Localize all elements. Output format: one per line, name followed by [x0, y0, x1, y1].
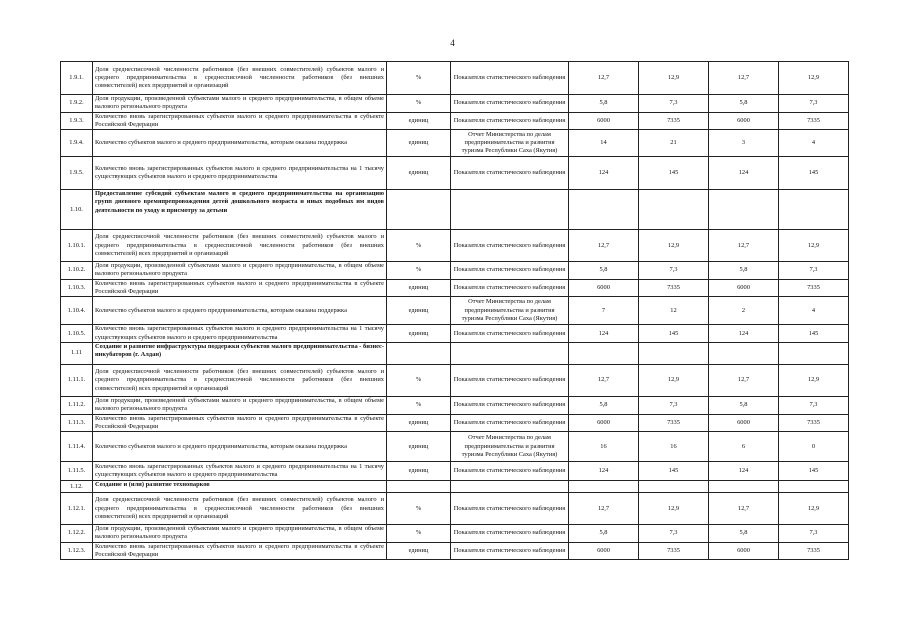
- empty-cell: [779, 342, 849, 364]
- value-cell: 4: [779, 297, 849, 325]
- unit-cell: единиц: [387, 157, 451, 190]
- value-cell: 16: [569, 432, 639, 462]
- row-number: 1.12.3.: [61, 542, 93, 560]
- source-cell: Показатели статистического наблюдения: [451, 62, 569, 95]
- unit-cell: единиц: [387, 130, 451, 157]
- value-cell: 5,8: [709, 95, 779, 113]
- value-cell: 12,9: [639, 364, 709, 396]
- empty-cell: [569, 190, 639, 230]
- value-cell: 3: [709, 130, 779, 157]
- value-cell: 7,3: [779, 262, 849, 280]
- value-cell: 12,7: [569, 230, 639, 262]
- value-cell: 12,7: [709, 493, 779, 525]
- value-cell: 124: [709, 325, 779, 343]
- value-cell: 124: [569, 462, 639, 481]
- indicator-name: Количество вновь зарегистрированных субъектов малого и среднего предпринимательства в субъекте Российской Федерации: [93, 542, 387, 560]
- value-cell: 145: [639, 462, 709, 481]
- empty-cell: [387, 481, 451, 493]
- value-cell: 7335: [779, 279, 849, 297]
- value-cell: 0: [779, 432, 849, 462]
- value-cell: 12,9: [779, 493, 849, 525]
- value-cell: 6000: [709, 542, 779, 560]
- value-cell: 124: [709, 462, 779, 481]
- value-cell: 7,3: [779, 525, 849, 543]
- empty-cell: [639, 342, 709, 364]
- indicator-name: Доля продукции, произведенной субъектами малого и среднего предпринимательства, в общем объеме валового регионального продукта: [93, 525, 387, 543]
- unit-cell: %: [387, 364, 451, 396]
- indicator-name: Количество вновь зарегистрированных субъектов малого и среднего предпринимательства на 1 тысячу существующих субъектов малого и среднего предпринимательства: [93, 157, 387, 190]
- row-number: 1.10.: [61, 190, 93, 230]
- unit-cell: единиц: [387, 414, 451, 432]
- row-number: 1.11: [61, 342, 93, 364]
- table-row: [61, 95, 849, 113]
- value-cell: 6000: [569, 542, 639, 560]
- value-cell: 12,9: [779, 230, 849, 262]
- empty-cell: [709, 481, 779, 493]
- value-cell: 145: [639, 157, 709, 190]
- row-number: 1.9.3.: [61, 112, 93, 130]
- row-number: 1.10.4.: [61, 297, 93, 325]
- unit-cell: %: [387, 493, 451, 525]
- section-title: Предоставление субсидий субъектам малого и среднего предпринимательства на организацию групп дневного времяпрепровождения детей дошкольного возраста и иных подобных им видов деятельности по уходу и присмотру за детьми: [93, 190, 387, 230]
- indicator-name: Количество вновь зарегистрированных субъектов малого и среднего предпринимательства в субъекте Российской Федерации: [93, 112, 387, 130]
- source-cell: Показатели статистического наблюдения: [451, 230, 569, 262]
- value-cell: 7335: [639, 414, 709, 432]
- source-cell: Отчет Министерства по делам предпринимательства и развития туризма Республики Саха (Якутия): [451, 432, 569, 462]
- source-cell: Отчет Министерства по делам предпринимательства и развития туризма Республики Саха (Якутия): [451, 297, 569, 325]
- empty-cell: [779, 190, 849, 230]
- value-cell: 7,3: [779, 396, 849, 414]
- value-cell: 7335: [639, 542, 709, 560]
- empty-cell: [451, 190, 569, 230]
- unit-cell: единиц: [387, 325, 451, 343]
- table-row: [61, 432, 849, 462]
- value-cell: 145: [779, 462, 849, 481]
- value-cell: 12,9: [639, 230, 709, 262]
- value-cell: 7: [569, 297, 639, 325]
- indicator-name: Количество вновь зарегистрированных субъектов малого и среднего предпринимательства на 1 тысячу существующих субъектов малого и среднего предпринимательства: [93, 325, 387, 343]
- unit-cell: единиц: [387, 432, 451, 462]
- unit-cell: единиц: [387, 112, 451, 130]
- table-row: [61, 112, 849, 130]
- row-number: 1.9.4.: [61, 130, 93, 157]
- unit-cell: единиц: [387, 462, 451, 481]
- source-cell: Показатели статистического наблюдения: [451, 462, 569, 481]
- value-cell: 124: [569, 157, 639, 190]
- indicator-name: Доля среднесписочной численности работников (без внешних совместителей) субъектов малого и среднего предпринимательства в среднесписочной численности работников (без внешних совместителей) всех предприятий и организаций: [93, 364, 387, 396]
- source-cell: Показатели статистического наблюдения: [451, 525, 569, 543]
- value-cell: 12,9: [779, 62, 849, 95]
- row-number: 1.10.3.: [61, 279, 93, 297]
- row-number: 1.10.2.: [61, 262, 93, 280]
- value-cell: 12,7: [709, 364, 779, 396]
- row-number: 1.10.5.: [61, 325, 93, 343]
- indicator-name: Доля среднесписочной численности работников (без внешних совместителей) субъектов малого и среднего предпринимательства в среднесписочной численности работников (без внешних совместителей) всех предприятий и организаций: [93, 230, 387, 262]
- row-number: 1.11.5.: [61, 462, 93, 481]
- value-cell: 5,8: [709, 525, 779, 543]
- unit-cell: %: [387, 262, 451, 280]
- value-cell: 7335: [779, 414, 849, 432]
- table-row: [61, 230, 849, 262]
- unit-cell: единиц: [387, 297, 451, 325]
- value-cell: 7,3: [639, 262, 709, 280]
- value-cell: 145: [779, 157, 849, 190]
- value-cell: 5,8: [709, 396, 779, 414]
- source-cell: Показатели статистического наблюдения: [451, 262, 569, 280]
- value-cell: 6000: [569, 279, 639, 297]
- table-row: [61, 130, 849, 157]
- value-cell: 124: [569, 325, 639, 343]
- indicator-name: Доля среднесписочной численности работников (без внешних совместителей) субъектов малого и среднего предпринимательства в среднесписочной численности работников (без внешних совместителей) всех предприятий и организаций: [93, 62, 387, 95]
- value-cell: 124: [709, 157, 779, 190]
- source-cell: Показатели статистического наблюдения: [451, 325, 569, 343]
- unit-cell: %: [387, 230, 451, 262]
- indicators-table: [60, 61, 849, 560]
- unit-cell: %: [387, 525, 451, 543]
- value-cell: 16: [639, 432, 709, 462]
- value-cell: 7,3: [779, 95, 849, 113]
- value-cell: 12,7: [709, 230, 779, 262]
- empty-cell: [779, 481, 849, 493]
- unit-cell: %: [387, 62, 451, 95]
- row-number: 1.10.1.: [61, 230, 93, 262]
- value-cell: 7335: [779, 112, 849, 130]
- row-number: 1.11.1.: [61, 364, 93, 396]
- empty-cell: [569, 342, 639, 364]
- source-cell: Показатели статистического наблюдения: [451, 493, 569, 525]
- empty-cell: [387, 342, 451, 364]
- table-row: [61, 62, 849, 95]
- value-cell: 5,8: [569, 262, 639, 280]
- empty-cell: [451, 342, 569, 364]
- value-cell: 7335: [779, 542, 849, 560]
- value-cell: 7,3: [639, 95, 709, 113]
- row-number: 1.12.1.: [61, 493, 93, 525]
- source-cell: Показатели статистического наблюдения: [451, 112, 569, 130]
- value-cell: 21: [639, 130, 709, 157]
- empty-cell: [639, 481, 709, 493]
- row-number: 1.11.2.: [61, 396, 93, 414]
- value-cell: 2: [709, 297, 779, 325]
- value-cell: 6000: [709, 112, 779, 130]
- value-cell: 7,3: [639, 396, 709, 414]
- table-row: [61, 542, 849, 560]
- table-row: [61, 279, 849, 297]
- value-cell: 7335: [639, 112, 709, 130]
- value-cell: 7,3: [639, 525, 709, 543]
- source-cell: Отчет Министерства по делам предпринимательства и развития туризма Республики Саха (Якутия): [451, 130, 569, 157]
- value-cell: 6000: [709, 414, 779, 432]
- row-number: 1.11.3.: [61, 414, 93, 432]
- indicator-name: Количество субъектов малого и среднего предпринимательства, которым оказана поддержка: [93, 432, 387, 462]
- table-row: [61, 364, 849, 396]
- value-cell: 7335: [639, 279, 709, 297]
- unit-cell: единиц: [387, 279, 451, 297]
- source-cell: Показатели статистического наблюдения: [451, 396, 569, 414]
- indicator-name: Доля продукции, произведенной субъектами малого и среднего предпринимательства, в общем объеме валового регионального продукта: [93, 262, 387, 280]
- source-cell: Показатели статистического наблюдения: [451, 157, 569, 190]
- value-cell: 6000: [569, 414, 639, 432]
- section-title: Создание и (или) развитие технопарков: [93, 481, 387, 493]
- indicator-name: Количество субъектов малого и среднего предпринимательства, которым оказана поддержка: [93, 297, 387, 325]
- table-row: [61, 297, 849, 325]
- value-cell: 12,7: [709, 62, 779, 95]
- value-cell: 6000: [709, 279, 779, 297]
- row-number: 1.9.1.: [61, 62, 93, 95]
- row-number: 1.11.4.: [61, 432, 93, 462]
- value-cell: 12,9: [639, 62, 709, 95]
- indicator-name: Доля продукции, произведенной субъектами малого и среднего предпринимательства, в общем объеме валового регионального продукта: [93, 396, 387, 414]
- empty-cell: [387, 190, 451, 230]
- row-number: 1.12.: [61, 481, 93, 493]
- row-number: 1.9.5.: [61, 157, 93, 190]
- row-number: 1.9.2.: [61, 95, 93, 113]
- table-row: [61, 396, 849, 414]
- empty-cell: [451, 481, 569, 493]
- value-cell: 5,8: [569, 396, 639, 414]
- table-row: [61, 262, 849, 280]
- indicator-name: Количество субъектов малого и среднего предпринимательства, которым оказана поддержка: [93, 130, 387, 157]
- unit-cell: %: [387, 396, 451, 414]
- page-number: 4: [450, 38, 455, 48]
- value-cell: 145: [639, 325, 709, 343]
- table-row: [61, 157, 849, 190]
- value-cell: 6: [709, 432, 779, 462]
- section-row: [61, 342, 849, 364]
- value-cell: 145: [779, 325, 849, 343]
- unit-cell: %: [387, 95, 451, 113]
- source-cell: Показатели статистического наблюдения: [451, 414, 569, 432]
- source-cell: Показатели статистического наблюдения: [451, 95, 569, 113]
- table-row: [61, 325, 849, 343]
- row-number: 1.12.2.: [61, 525, 93, 543]
- value-cell: 5,8: [709, 262, 779, 280]
- indicator-name: Количество вновь зарегистрированных субъектов малого и среднего предпринимательства на 1 тысячу существующих субъектов малого и среднего предпринимательства: [93, 462, 387, 481]
- source-cell: Показатели статистического наблюдения: [451, 364, 569, 396]
- value-cell: 6000: [569, 112, 639, 130]
- value-cell: 5,8: [569, 95, 639, 113]
- value-cell: 12,7: [569, 62, 639, 95]
- table-row: [61, 462, 849, 481]
- indicator-name: Количество вновь зарегистрированных субъектов малого и среднего предпринимательства в субъекте Российской Федерации: [93, 414, 387, 432]
- section-title: Создание и развитие инфраструктуры поддержки субъектов малого предпринимательства - бизнес-инкубаторов (г. Алдан): [93, 342, 387, 364]
- table-row: [61, 525, 849, 543]
- value-cell: 12,9: [639, 493, 709, 525]
- value-cell: 12,9: [779, 364, 849, 396]
- value-cell: 12,7: [569, 364, 639, 396]
- value-cell: 14: [569, 130, 639, 157]
- empty-cell: [709, 190, 779, 230]
- section-row: [61, 190, 849, 230]
- table-row: [61, 493, 849, 525]
- indicator-name: Доля продукции, произведенной субъектами малого и среднего предпринимательства, в общем объеме валового регионального продукта: [93, 95, 387, 113]
- section-row: [61, 481, 849, 493]
- indicator-name: Доля среднесписочной численности работников (без внешних совместителей) субъектов малого и среднего предпринимательства в среднесписочной численности работников (без внешних совместителей) всех предприятий и организаций: [93, 493, 387, 525]
- value-cell: 4: [779, 130, 849, 157]
- indicators-table-body: [61, 62, 849, 560]
- empty-cell: [639, 190, 709, 230]
- indicator-name: Количество вновь зарегистрированных субъектов малого и среднего предпринимательства в субъекте Российской Федерации: [93, 279, 387, 297]
- table-row: [61, 414, 849, 432]
- value-cell: 12: [639, 297, 709, 325]
- empty-cell: [569, 481, 639, 493]
- source-cell: Показатели статистического наблюдения: [451, 542, 569, 560]
- value-cell: 12,7: [569, 493, 639, 525]
- value-cell: 5,8: [569, 525, 639, 543]
- unit-cell: единиц: [387, 542, 451, 560]
- source-cell: Показатели статистического наблюдения: [451, 279, 569, 297]
- empty-cell: [709, 342, 779, 364]
